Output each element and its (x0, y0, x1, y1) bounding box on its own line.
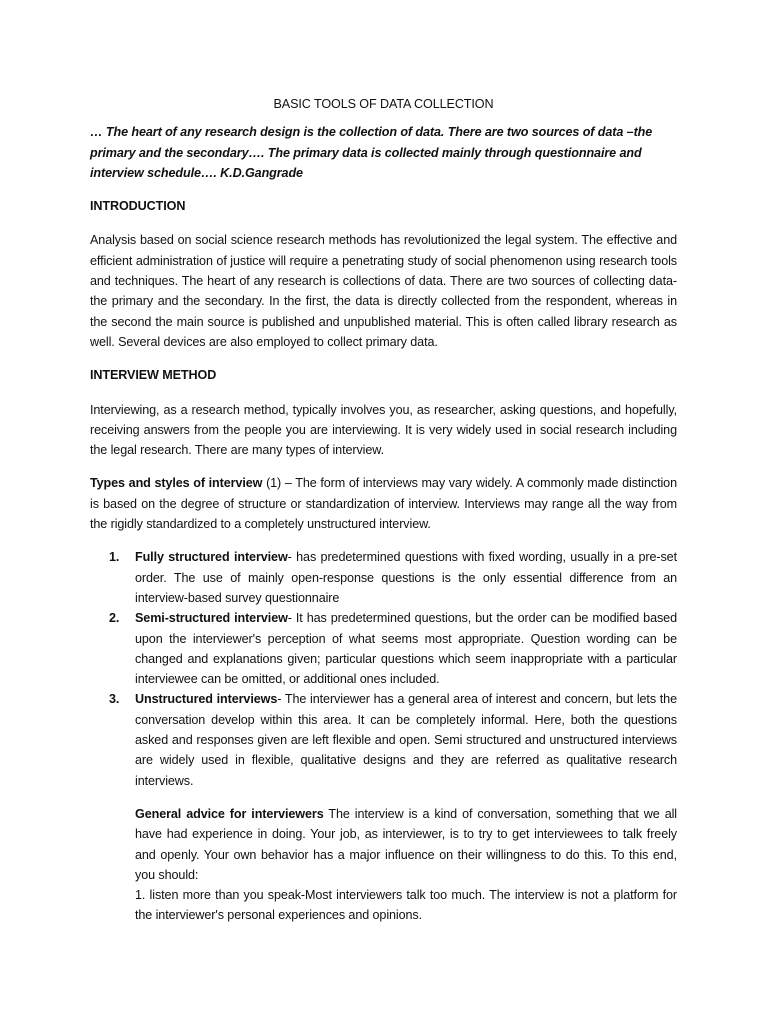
types-text: (1) – The form of interviews may vary widely. A commonly made distinction is based on the degree of structure or standardization of interview. Interviews may range all the way from the rigidly standardized to a completely unstructured interview. (90, 476, 677, 532)
interview-method-heading: INTERVIEW METHOD (90, 368, 217, 383)
list-item-text: - The interviewer has a general area of interest and concern, but lets the conversation develop within this area. It can be completely informal. Here, both the questions asked and responses given are left flexible and open. Semi structured and unstructured interviews are widely used in flexible, qualitative designs and they are referred as qualitative research interviews. (135, 692, 677, 788)
list-item-term: Fully structured interview (135, 550, 288, 565)
introduction-paragraph: Analysis based on social science research methods has revolutionized the legal system. The effective and efficient administration of justice will require a penetrating study of social phenomenon using research tools and techniques. The heart of any research is collections of data. There are two sources of collecting data- the primary and the secondary. In the first, the data is directly collected from the respondent, whereas in the second the main source is published and unpublished material. This is often called library research as well. Several devices are also employed to collect primary data. (90, 233, 677, 349)
list-item-text: - has predetermined questions with fixed wording, usually in a pre-set order. The use of mainly open-response questions is the only essential difference from an interview-based survey questionnaire (135, 550, 677, 605)
introduction-heading: INTRODUCTION (90, 199, 186, 214)
list-item-number: 2. (109, 611, 120, 626)
advice-section (135, 804, 677, 926)
interview-types-list (90, 547, 677, 791)
list-item-text: - It has predetermined questions, but the order can be modified based upon the interviewer's perception of what seems most appropriate. Question wording can be changed and explanations given; particular questions which seem inappropriate with a particular interviewee can be omitted, or additional ones included. (135, 611, 677, 687)
epigraph-quote: … The heart of any research design is the collection of data. There are two sources of data –the primary and the secondary…. The primary data is collected mainly through questionnaire and interview schedule…. K.D.Gangrade (90, 125, 653, 180)
types-paragraph (90, 473, 677, 534)
list-item (90, 689, 677, 790)
advice-heading: General advice for interviewers (135, 806, 324, 821)
list-item-number: 3. (109, 692, 120, 707)
document-title: BASIC TOOLS OF DATA COLLECTION (273, 97, 494, 111)
list-item (90, 608, 677, 689)
list-item-term: Semi-structured interview (135, 611, 288, 626)
list-item (90, 547, 677, 608)
advice-text: The interview is a kind of conversation, something that we all have had experience in doing. Your job, as interviewer, is to try to get interviewees to talk freely and openly. Your own behavior has a major influence on their willingness to do this. To this end, you should: (135, 806, 677, 882)
interview-method-paragraph: Interviewing, as a research method, typically involves you, as researcher, asking questions, and hopefully, receiving answers from the people you are interviewing. It is very widely used in social research including the legal research. There are many types of interview. (90, 402, 677, 458)
document-body (90, 94, 677, 926)
list-item-number: 1. (109, 550, 120, 565)
advice-point-1: 1. listen more than you speak-Most interviewers talk too much. The interview is not a platform for the interviewer's personal experiences and opinions. (135, 888, 677, 923)
list-item-term: Unstructured interviews (135, 692, 278, 707)
types-heading: Types and styles of interview (90, 476, 263, 491)
advice-paragraph (135, 804, 677, 885)
